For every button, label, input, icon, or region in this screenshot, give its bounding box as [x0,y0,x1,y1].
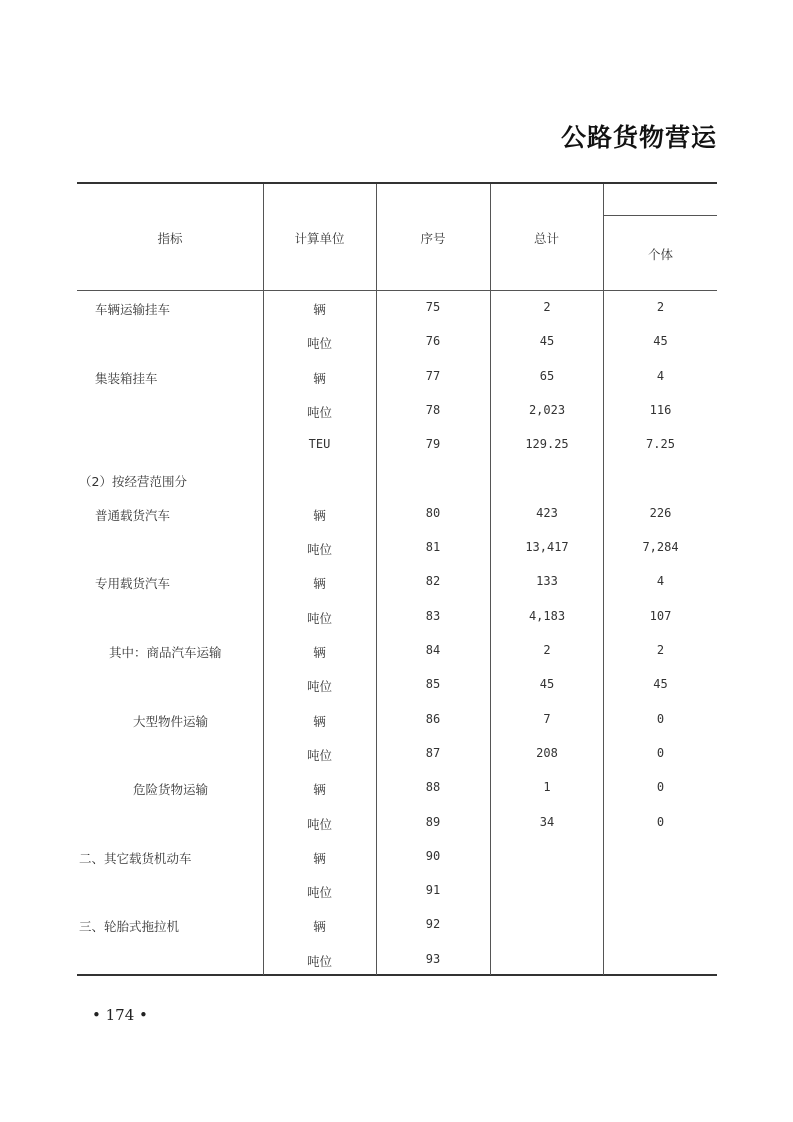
table-row [77,746,717,780]
table-row [77,403,717,437]
row-label: 集装箱挂车 [95,370,158,386]
table-row [77,609,717,643]
page-title: 公路货物营运 [560,123,717,152]
row-total: 2 [543,300,551,314]
header-indicator: 指标 [157,231,183,246]
table-row [77,712,717,746]
row-unit: 辆 [313,576,326,592]
row-unit: TEU [308,437,331,452]
row-label: 车辆运输挂车 [95,302,171,317]
row-seq: 76 [425,334,441,349]
row-individual: 0 [656,711,665,726]
table-top-rule [77,182,717,184]
row-label: 危险货物运输 [133,782,209,798]
row-individual: 4 [656,368,665,383]
row-seq: 80 [425,505,441,520]
row-unit: 辆 [313,850,326,866]
row-seq: 82 [425,574,441,589]
row-total: 13,417 [525,540,569,555]
row-unit: 辆 [313,645,326,660]
row-unit: 辆 [313,302,326,317]
row-seq: 87 [425,745,441,760]
row-total: 45 [539,677,555,692]
row-label: 三、轮胎式拖拉机 [79,919,180,935]
table-row [77,780,717,814]
header-unit: 计算单位 [294,231,345,246]
row-label: 其中：商品汽车运输 [109,645,222,660]
row-total: 2,023 [528,402,566,417]
row-unit: 吨位 [306,885,332,901]
row-label: 二、其它载货机动车 [79,850,192,866]
header-individual: 个体 [647,247,673,262]
table-row [77,540,717,574]
table-row [77,643,717,677]
table-row [77,334,717,368]
row-individual: 107 [649,608,672,623]
row-total: 2 [543,643,551,657]
header-total: 总计 [533,231,559,246]
row-seq: 81 [425,540,441,555]
table-row [77,952,717,986]
row-total: 65 [539,368,555,383]
row-seq: 93 [425,951,441,966]
row-seq: 84 [425,643,441,657]
row-total: 7 [543,711,551,726]
row-seq: 86 [425,711,441,726]
row-label: （2）按经营范围分 [79,473,187,489]
header-seq: 序号 [420,231,446,246]
row-unit: 吨位 [306,816,332,832]
row-total: 34 [539,814,555,829]
row-individual: 0 [656,780,665,795]
table-row [77,437,717,471]
row-seq: 83 [425,608,441,623]
row-individual: 45 [653,677,668,692]
page-number: • 174 • [92,1006,148,1024]
row-unit: 吨位 [306,542,332,558]
row-total: 208 [536,745,558,760]
row-individual: 7,284 [642,540,679,555]
table-row [77,506,717,540]
row-unit: 辆 [313,713,326,729]
row-label: 专用载货汽车 [95,576,171,592]
row-individual: 0 [656,745,665,760]
row-individual: 7.25 [646,437,675,452]
row-unit: 吨位 [306,679,332,695]
table-row [77,472,717,506]
row-seq: 79 [425,437,441,452]
row-total: 423 [536,505,558,520]
table-header-rule [77,290,717,291]
row-total: 133 [536,574,558,589]
row-seq: 78 [425,402,441,417]
row-seq: 91 [425,883,441,898]
table-row [77,917,717,951]
row-individual: 226 [649,505,672,520]
row-unit: 辆 [313,919,326,935]
row-unit: 吨位 [306,404,332,420]
row-seq: 85 [425,677,441,692]
row-seq: 88 [425,780,441,795]
row-individual: 4 [656,574,665,589]
row-unit: 吨位 [306,336,332,352]
row-total: 1 [543,780,551,795]
table-row [77,815,717,849]
row-unit: 吨位 [306,610,332,626]
row-label: 普通载货汽车 [95,507,171,523]
table-row [77,300,717,334]
row-seq: 89 [425,814,441,829]
row-individual: 116 [649,402,672,417]
row-unit: 辆 [313,507,326,523]
row-label: 大型物件运输 [133,713,209,729]
row-total: 4,183 [528,608,566,623]
row-individual: 2 [656,643,665,657]
table-row [77,849,717,883]
row-individual: 45 [653,334,668,349]
row-individual: 0 [656,814,665,829]
table-row [77,369,717,403]
row-total: 45 [539,334,555,349]
row-seq: 90 [425,848,441,863]
row-unit: 辆 [313,782,326,798]
header-subdivider [604,215,717,216]
table-row [77,883,717,917]
row-unit: 辆 [313,370,326,386]
row-seq: 75 [425,300,441,314]
row-seq: 92 [425,917,441,932]
row-unit: 吨位 [306,747,332,763]
row-seq: 77 [425,368,441,383]
row-individual: 2 [656,300,665,314]
table-row [77,677,717,711]
table-row [77,574,717,608]
row-unit: 吨位 [306,953,332,969]
row-total: 129.25 [525,437,569,452]
